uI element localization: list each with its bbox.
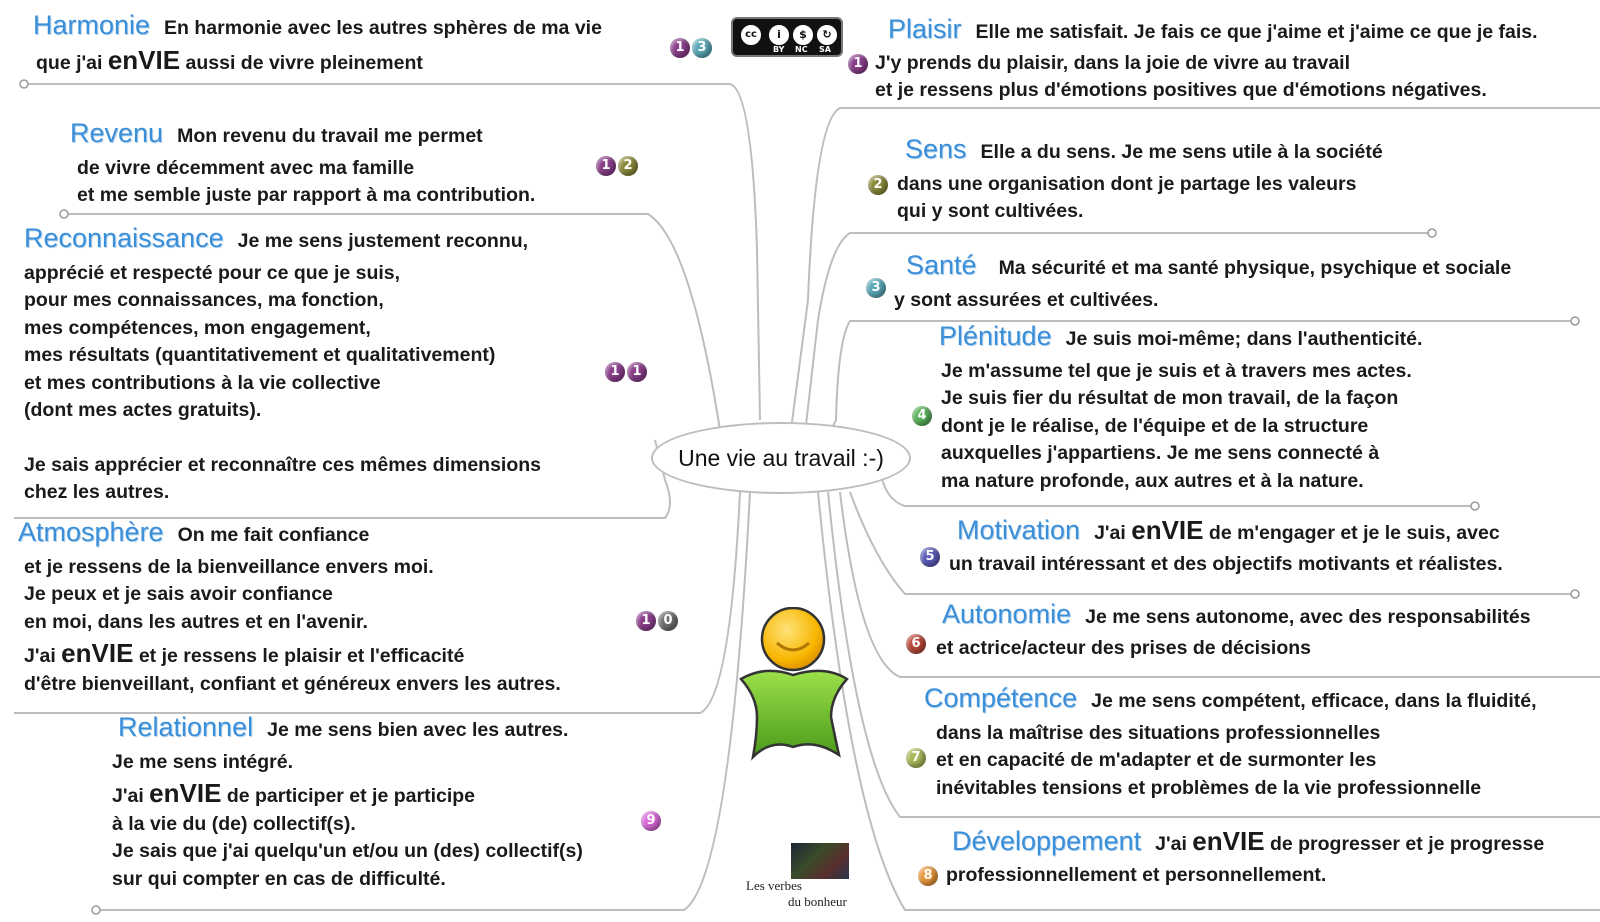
badge-2-icon: 2 xyxy=(868,175,888,195)
badge-1-icon: 1 xyxy=(636,611,656,631)
topic-competence[interactable]: Compétence Je me sens compétent, efficace, dans la fluidité, dans la maîtrise des situations professionnelles et en capacité de m'adapter et de surmonter les inévitables tensions et problèmes de la vie professionnelle xyxy=(924,683,1537,799)
badge-2-icon: 2 xyxy=(618,156,638,176)
les-verbes-du-bonheur-logo xyxy=(791,843,849,879)
topic-reconnaissance[interactable]: Reconnaissance Je me sens justement reconnu, apprécié et respecté pour ce que je suis, pour mes connaissances, ma fonction, mes compétences, mon engagement, mes résultats (quantitativement et qualitativement) et mes contributions à la vie collective (dont mes actes gratuits). Je sais apprécier et reconnaître ces mêmes dimensions chez les autres. xyxy=(24,223,542,503)
topic-harmonie[interactable]: Harmonie En harmonie avec les autres sphères de ma vie que j'ai enVIE aussi de vivre pleinement xyxy=(33,10,602,75)
badge-1-icon: 1 xyxy=(848,54,868,74)
badge-3-icon: 3 xyxy=(692,38,712,58)
topic-sens[interactable]: Sens Elle a du sens. Je me sens utile à la société dans une organisation dont je partage les valeurs qui y sont cultivées. xyxy=(897,134,1383,222)
sa-sharealike-icon: ↻ xyxy=(815,23,839,47)
topic-title: Atmosphère xyxy=(18,517,164,547)
topic-autonomie[interactable]: Autonomie Je me sens autonome, avec des responsabilités et actrice/acteur des prises de décisions xyxy=(936,599,1531,659)
topic-plaisir[interactable]: Plaisir Elle me satisfait. Je fais ce que j'aime et j'aime ce que je fais. J'y prends du plaisir, dans la joie de vivre au travail et je ressens plus d'émotions positives que d'émotions négatives. xyxy=(875,14,1538,101)
topic-title: Relationnel xyxy=(118,712,254,742)
cc-sa-label: SA xyxy=(819,45,831,54)
central-topic-label: Une vie au travail :-) xyxy=(678,444,884,471)
badge-1-icon: 1 xyxy=(596,156,616,176)
badge-5-icon: 5 xyxy=(920,547,940,567)
topic-plenitude[interactable]: Plénitude Je suis moi-même; dans l'authenticité. Je m'assume tel que je suis et à travers mes actes. Je suis fier du résultat de mon travail, de la façon dont je le réalise, de l'équipe et de la structure auxquelles j'appartiens. Je me sens connecté à ma nature profonde, aux autres et à la nature. xyxy=(939,321,1423,492)
topic-title: Revenu xyxy=(70,118,164,148)
by-attribution-icon: i xyxy=(767,23,791,47)
badge-1-icon: 1 xyxy=(670,38,690,58)
topic-title: Plaisir xyxy=(888,14,962,44)
topic-revenu[interactable]: Revenu Mon revenu du travail me permet de vivre décemment avec ma famille et me semble juste par rapport à ma contribution. xyxy=(70,118,536,206)
topic-title: Développement xyxy=(952,826,1142,856)
topic-title: Compétence xyxy=(924,683,1078,713)
topic-title: Autonomie xyxy=(942,599,1072,629)
cc-by-label: BY xyxy=(773,45,785,54)
badge-7-icon: 7 xyxy=(906,748,926,768)
topic-relationnel[interactable]: Relationnel Je me sens bien avec les autres. Je me sens intégré. J'ai enVIE de participer et je participe à la vie du (de) collectif(s). Je sais que j'ai quelqu'un et/ou un (des) collectif(s) sur qui compter en cas de difficulté. xyxy=(112,712,583,890)
topic-title: Motivation xyxy=(957,515,1081,545)
badge-1-icon: 1 xyxy=(605,362,625,382)
topic-sante[interactable]: Santé Ma sécurité et ma santé physique, psychique et sociale y sont assurées et cultivées. xyxy=(894,250,1512,311)
badge-3-icon: 3 xyxy=(866,278,886,298)
badge-8-icon: 8 xyxy=(918,866,938,886)
topic-title: Harmonie xyxy=(33,10,151,40)
badge-9-icon: 9 xyxy=(641,811,661,831)
topic-developpement[interactable]: Développement J'ai enVIE de progresser et je progresse professionnellement et personnellement. xyxy=(946,826,1545,886)
topic-title: Plénitude xyxy=(939,321,1052,351)
topic-title: Santé xyxy=(906,250,977,280)
central-topic[interactable] xyxy=(651,422,911,494)
topic-title: Reconnaissance xyxy=(24,223,224,253)
badge-1-icon: 1 xyxy=(627,362,647,382)
topic-atmosphere[interactable]: Atmosphère On me fait confiance et je ressens de la bienveillance envers moi. Je peux et je sais avoir confiance en moi, dans les autres et en l'avenir. J'ai enVIE et je ressens le plaisir et l'efficacité d'être bienveillant, confiant et généreux envers les autres. xyxy=(18,517,561,695)
smiley-person-icon xyxy=(735,607,855,767)
cc-nc-label: NC xyxy=(795,45,808,54)
brand-name: Les verbes du bonheur xyxy=(746,878,847,909)
topic-title: Sens xyxy=(905,134,967,164)
nc-noncommercial-icon: $ xyxy=(791,23,815,47)
cc-license-badge xyxy=(731,17,843,57)
cc-logo-icon: cc xyxy=(739,23,763,47)
topic-motivation[interactable]: Motivation J'ai enVIE de m'engager et je le suis, avec un travail intéressant et des objectifs motivants et réalistes. xyxy=(949,515,1503,575)
badge-0-icon: 0 xyxy=(658,611,678,631)
badge-4-icon: 4 xyxy=(912,406,932,426)
badge-6-icon: 6 xyxy=(906,634,926,654)
